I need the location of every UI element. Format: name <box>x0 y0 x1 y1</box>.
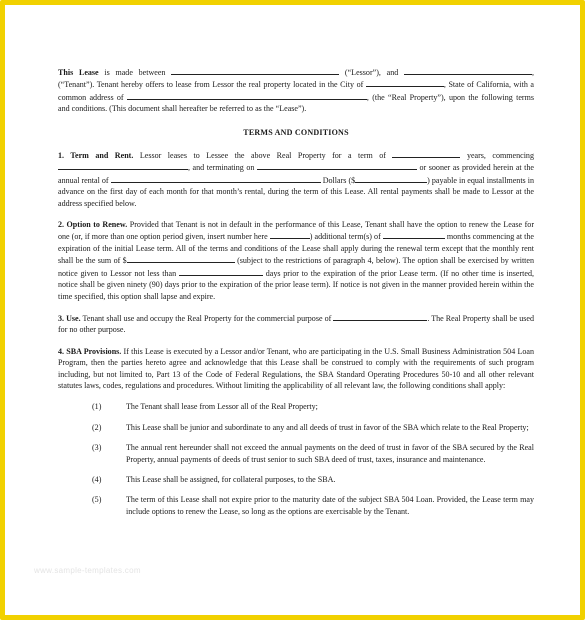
list-item-text: This Lease shall be assigned, for collateral purposes, to the SBA. <box>126 474 336 484</box>
list-item-number: (5) <box>92 495 102 505</box>
list-item-number: (4) <box>92 474 102 484</box>
section-text: . The Real Property shall be used for no other purpose. <box>58 313 534 335</box>
notice-days-blank[interactable] <box>179 267 263 276</box>
intro-text: , (“Tenant”). Tenant hereby offers to lease from Lessor the real property located in the City of <box>58 68 535 90</box>
list-item <box>58 474 534 485</box>
intro-text: is made between <box>98 68 172 77</box>
intro-text: , (the “Real Property”), upon the following terms and conditions. (This document shall hereafter be referred to as the “Lease”). <box>58 92 534 114</box>
section-text: Dollars ($ <box>320 175 356 185</box>
section-text: Lessor leases to Lessee the above Real Property for a term of <box>133 151 393 161</box>
renewal-rent-blank[interactable] <box>127 254 235 263</box>
city-blank[interactable] <box>366 78 444 87</box>
list-item-number: (1) <box>92 402 102 412</box>
tenant-name-blank[interactable] <box>404 66 532 75</box>
section-text: Tenant shall use and occupy the Real Property for the commercial purpose of <box>80 313 334 323</box>
section-heading: 3. Use. <box>58 313 81 323</box>
lease-document <box>58 66 534 526</box>
list-item <box>58 422 534 433</box>
section-text: , and terminating on <box>188 163 257 173</box>
address-blank[interactable] <box>127 91 367 100</box>
list-item-text: The Tenant shall lease from Lessor all of the Real Property; <box>126 402 318 412</box>
section-text: years, commencing <box>460 151 534 161</box>
section-heading: 4. SBA Provisions. <box>58 346 122 356</box>
list-item-number: (3) <box>92 443 102 453</box>
section-title: TERMS AND CONDITIONS <box>243 127 349 137</box>
intro-text: (“Lessor”), and <box>339 68 404 77</box>
section-text: ) payable in equal installments in advance on the first day of each month for that month’s rental, during the term of this Lease. All rental payments shall be made to Lessor at the address specified below. <box>58 175 534 208</box>
term-years-blank[interactable] <box>392 149 460 158</box>
section-text: months commencing at the expiration of the initial Lease term. All of the terms and conditions of the Lease shall apply during the renewal term except that the monthly rent shall be the sum of $ <box>58 232 534 266</box>
intro-text: , State of California, with a common address of <box>58 80 534 102</box>
list-item-number: (2) <box>92 422 102 432</box>
commence-date-blank[interactable] <box>58 161 188 170</box>
renewal-months-blank[interactable] <box>383 230 445 239</box>
end-date-blank[interactable] <box>257 161 417 170</box>
section-sba-provisions <box>58 346 534 392</box>
section-use <box>58 312 534 336</box>
section-text: days prior to the expiration of the prior Lease term. (If no other time is inserted, notice shall be given ninety (90) days prior to the expiration of the prior lease term). If notice is not given in the manner provided herein within the time specified, this option shall lapse and expire. <box>58 268 535 301</box>
lease-label: This Lease <box>58 68 99 77</box>
section-heading: 2. Option to Renew. <box>58 220 128 230</box>
intro-paragraph <box>58 66 534 115</box>
sba-conditions-list <box>58 401 534 517</box>
list-item-text: The annual rent hereunder shall not exceed the annual payments on the deed of trust in favor of the SBA secured by the Real Property, annual payments of deeds of trust senior to such SBA deed of trust, taxes, insurance and maintenance. <box>126 443 534 464</box>
list-item-text: The term of this Lease shall not expire prior to the maturity date of the subject SBA 504 Loan. Provided, the Lease term may include options to renew the Lease, so long as the options are exercisable by the Tenant. <box>126 495 534 516</box>
commercial-purpose-blank[interactable] <box>333 312 427 321</box>
section-option-to-renew <box>58 219 534 302</box>
section-term-and-rent <box>58 149 534 209</box>
list-item <box>58 494 534 517</box>
watermark: www.sample-templates.com <box>34 566 141 575</box>
section-text: ) additional term(s) of <box>309 232 383 242</box>
option-number-blank[interactable] <box>270 230 310 239</box>
lessor-name-blank[interactable] <box>171 66 339 75</box>
section-heading: 1. Term and Rent. <box>58 151 134 161</box>
annual-rental-words-blank[interactable] <box>111 174 321 183</box>
list-item <box>58 442 534 465</box>
section-text: or sooner as provided herein at the annual rental of <box>58 163 534 185</box>
section-text: (subject to the restrictions of paragraph 4, below). The option shall be exercised by written notice given to Lessor not less than <box>58 256 535 278</box>
list-item <box>58 401 534 412</box>
annual-rental-amount-blank[interactable] <box>355 174 427 183</box>
section-text: Provided that Tenant is not in default in the performance of this Lease, Tenant shall have the option to renew the Lease for one (or, if more than one option period given, insert number here <box>58 220 534 242</box>
list-item-text: This Lease shall be junior and subordinate to any and all deeds of trust in favor of the SBA which relate to the Real Property; <box>126 422 529 432</box>
section-text: If this Lease is executed by a Lessor and/or Tenant, who are participating in the U.S. Small Business Administration 504 Loan Program, then the parties hereto agree and acknowledge that this Lease shall be construed to comply with the requirements of such program including, but not limited to, Part 13 of the Code of Federal Regulations, the SBA Standard Operating Procedures 50-10 and all other relevant statutes laws, codes, regulations and procedures. Without limiting the applicability of all relevant law, the following conditions shall apply: <box>58 346 534 390</box>
